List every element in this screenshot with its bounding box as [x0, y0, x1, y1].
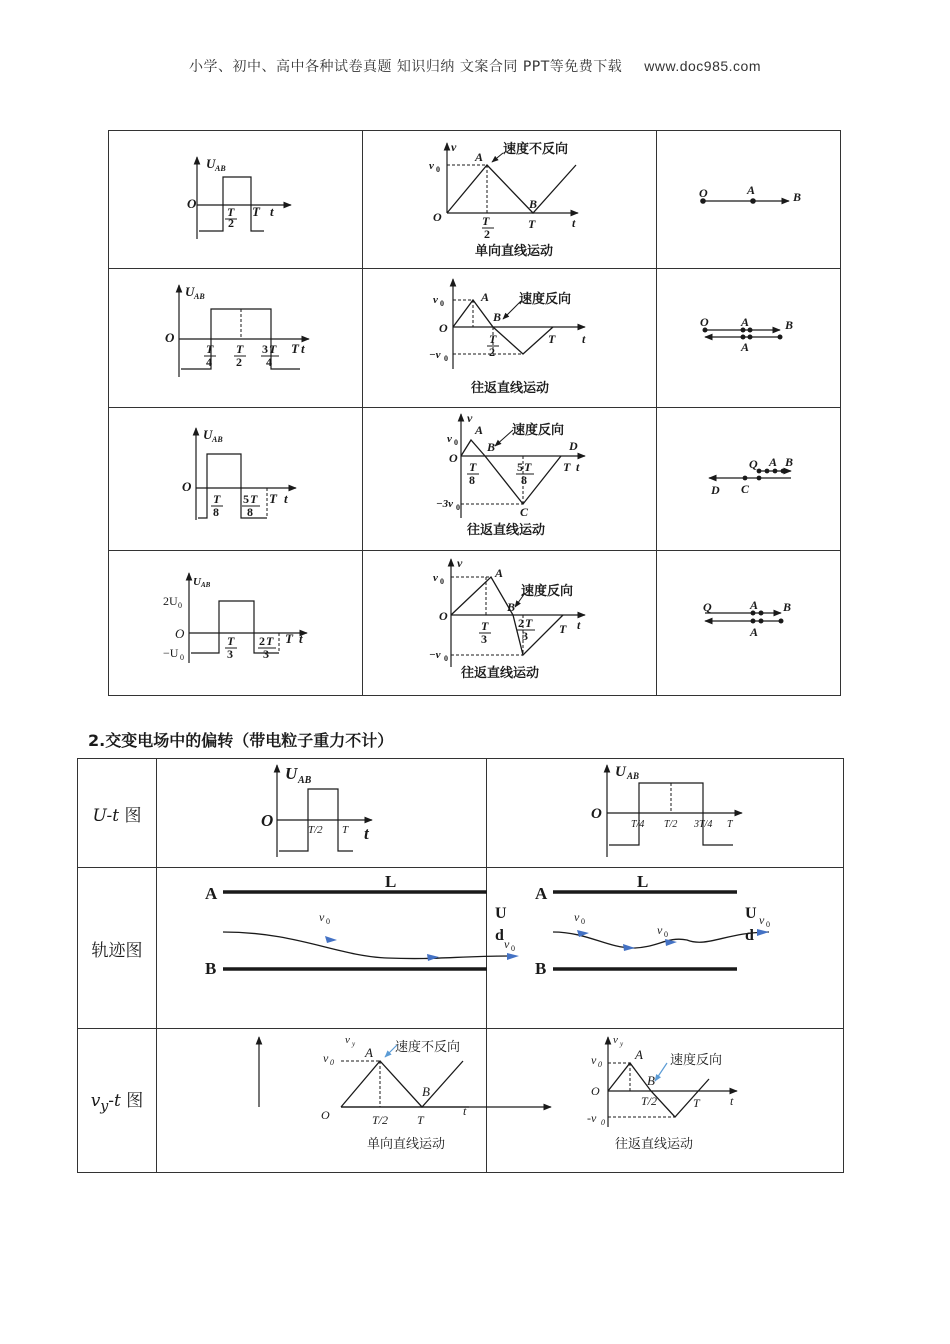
label-u: U-: [92, 805, 113, 826]
v0-exit-sub: 0: [511, 944, 515, 953]
point-a: A: [475, 423, 484, 437]
trajectory-diagram-1: [157, 868, 515, 1028]
tick-label: T/2: [308, 824, 323, 836]
point-q: Q: [703, 600, 712, 614]
v0-label: v: [574, 910, 580, 924]
caption-back-forth: 往返直线运动: [467, 523, 546, 538]
point-b: B: [529, 197, 538, 211]
axis-label-t: t: [299, 631, 303, 646]
ut-graph-2: [109, 269, 362, 407]
origin-label: O: [175, 626, 185, 641]
v0-sub: 0: [436, 165, 440, 174]
v0-label: v: [429, 160, 434, 172]
v0-label: v: [591, 1053, 597, 1067]
tick-label: 3: [481, 632, 487, 646]
point-b: B: [785, 455, 794, 469]
tick-label: T/4: [631, 819, 645, 830]
label-t: t: [114, 1091, 121, 1112]
tick-label: 5: [517, 460, 523, 474]
vyt-graph-1: [157, 1029, 486, 1172]
origin-label: O: [439, 321, 448, 335]
motion-diagram-1: [657, 131, 840, 268]
caption-no-reverse: 速度不反向: [395, 1040, 461, 1055]
tick-label: 3: [522, 629, 528, 643]
page-header: [0, 56, 950, 76]
caption-back-forth: 往返直线运动: [461, 666, 540, 681]
ut-cell-2: [109, 269, 363, 408]
vyt-cell-1: [157, 1029, 487, 1173]
tick-label: 8: [213, 505, 219, 519]
tick-label: 3: [262, 342, 268, 356]
point-b: B: [493, 310, 502, 324]
origin-label: O: [165, 330, 175, 345]
row-label-trajectory: [78, 868, 157, 1029]
vt-graph-3: [363, 408, 656, 550]
point-b: B: [783, 600, 792, 614]
row-label-ut: [78, 759, 157, 868]
label-t: t: [112, 805, 120, 826]
axis-label-v: v: [457, 556, 463, 570]
v0-sub: 0: [330, 1058, 334, 1067]
label-y: y: [100, 1098, 109, 1115]
tick-label: T: [342, 824, 349, 836]
tick-label: T: [528, 217, 536, 231]
axis-label-t: t: [730, 1094, 734, 1108]
origin-label: O: [433, 210, 442, 224]
neg-v0-sub: 0: [444, 654, 448, 663]
tick-label: 8: [521, 473, 527, 487]
tick-label: T: [291, 341, 299, 356]
v0-mid-label: v: [657, 923, 663, 937]
axis-label-t: t: [284, 491, 288, 506]
v0-exit-label: v: [504, 937, 510, 951]
tick-label: T: [548, 332, 556, 346]
tick-label: T: [236, 342, 244, 356]
point-a: A: [741, 340, 750, 354]
motion-diagram-2: [657, 269, 840, 407]
ut-cell-1: [109, 131, 363, 269]
vt-cell-2: [363, 269, 657, 408]
tick-label: T: [206, 342, 214, 356]
axis-label-v: v: [451, 140, 457, 154]
table-deflection: [77, 758, 844, 1173]
v0-label: v: [433, 572, 438, 584]
axis-label-t: t: [364, 824, 369, 843]
axis-label-t: t: [576, 460, 580, 474]
label-trajectory: 轨迹图: [91, 940, 143, 961]
neg-v0-sub: 0: [444, 354, 448, 363]
2u0-label: 2U: [163, 594, 178, 608]
axis-label-u: U: [206, 156, 216, 171]
vyt-graph-2: [487, 1029, 843, 1172]
axis-label-u: U: [185, 284, 195, 299]
tick-label: T: [252, 204, 260, 219]
point-c: C: [741, 482, 750, 496]
point-b: B: [507, 600, 516, 614]
tick-label: T/2: [664, 819, 678, 830]
axis-label-vy: v: [345, 1034, 350, 1046]
header-url[interactable]: www.doc985.com: [644, 58, 761, 74]
table-row: [109, 551, 841, 696]
axis-label-u: U: [193, 576, 201, 588]
caption-one-way: 单向直线运动: [475, 244, 554, 259]
table-row: [78, 1029, 844, 1173]
caption-reverse: 速度反向: [519, 292, 572, 307]
ut-deflect-cell-1: [157, 759, 487, 868]
motion-cell-3: [657, 408, 841, 551]
caption-reverse: 速度反向: [670, 1053, 723, 1068]
plate-b: B: [205, 959, 217, 978]
tick-label: 2: [259, 634, 265, 648]
v0-sub: 0: [440, 577, 444, 586]
axis-label-t: t: [463, 1104, 467, 1118]
tick-label: T: [417, 1113, 424, 1127]
axis-label-ab: AB: [201, 581, 211, 589]
axis-label-v: v: [467, 411, 473, 425]
point-c: C: [520, 505, 529, 519]
table-square-wave-cases: [108, 130, 841, 696]
point-a: A: [365, 1045, 373, 1060]
axis-label-u: U: [203, 427, 213, 442]
axis-label-t: t: [582, 332, 586, 346]
tick-label: 3: [263, 647, 269, 661]
caption-back-forth: 往返直线运动: [615, 1137, 694, 1152]
axis-label-ab: AB: [194, 292, 205, 301]
point-a: A: [750, 625, 759, 639]
table-row: [109, 408, 841, 551]
neg-v0-sub: 0: [601, 1118, 605, 1127]
vt-cell-3: [363, 408, 657, 551]
tick-label: T: [266, 634, 274, 648]
point-a: A: [750, 598, 759, 612]
v0-sub: 0: [326, 917, 330, 926]
origin-label: O: [182, 479, 192, 494]
row-label-vyt: [78, 1029, 157, 1173]
neg-u0-label: −U: [163, 646, 179, 660]
motion-diagram-3: [657, 408, 840, 550]
neg-3v0-sub: 0: [456, 503, 460, 512]
origin-label: O: [591, 1084, 600, 1098]
voltage-u: U: [495, 905, 507, 922]
ut-cell-4: [109, 551, 363, 696]
v0-exit-label: v: [759, 913, 765, 927]
v0-label: v: [447, 433, 452, 445]
tick-label: T: [285, 631, 293, 646]
axis-label-t: t: [577, 618, 581, 632]
neg-v0-label: -v: [587, 1111, 597, 1125]
tick-label: 3: [227, 647, 233, 661]
axis-label-u: U: [615, 764, 626, 780]
tick-label: T: [525, 616, 533, 630]
tick-label: T/2: [641, 1094, 658, 1108]
axis-label-t: t: [572, 216, 576, 230]
header-banner: 小学、初中、高中各种试卷真题 知识归纳 文案合同 PPT等免费下载: [188, 59, 623, 75]
label-fig: 图: [120, 1091, 144, 1112]
origin-label: O: [261, 811, 274, 830]
v0-sub: 0: [598, 1060, 602, 1069]
vt-cell-4: [363, 551, 657, 696]
v0-label: v: [323, 1051, 329, 1065]
label-v: v: [90, 1091, 101, 1112]
point-b: B: [422, 1084, 430, 1099]
caption-reverse: 速度反向: [512, 423, 565, 438]
trajectory-diagram-2: [487, 868, 843, 1028]
tick-label: T: [269, 491, 277, 506]
v0-sub: 0: [454, 438, 458, 447]
table-row: [109, 269, 841, 408]
caption-one-way: 单向直线运动: [367, 1137, 446, 1152]
tick-label: 8: [247, 505, 253, 519]
point-a: A: [747, 183, 756, 197]
point-q: Q: [749, 457, 758, 471]
v0-exit-sub: 0: [766, 920, 770, 929]
label-dash: -: [108, 1091, 115, 1112]
tick-label: T/2: [372, 1113, 389, 1127]
ut-cell-3: [109, 408, 363, 551]
separation-d: d: [745, 927, 754, 944]
label-fig: 图: [119, 805, 142, 826]
ut-deflect-graph-2: [487, 759, 843, 867]
point-b: B: [487, 440, 496, 454]
plate-a: A: [205, 884, 218, 903]
axis-label-ab: AB: [298, 775, 312, 786]
tick-label: 3T/4: [694, 819, 713, 830]
point-a: A: [769, 455, 778, 469]
tick-label: T: [693, 1096, 700, 1110]
v0-label: v: [433, 294, 438, 306]
axis-label-vy: v: [613, 1034, 618, 1046]
separation-d: d: [495, 927, 504, 944]
caption-back-forth: 往返直线运动: [471, 381, 550, 396]
vt-graph-1: [363, 131, 656, 268]
voltage-u: U: [745, 905, 757, 922]
origin-label: O: [439, 609, 448, 623]
caption-no-reverse: 速度不反向: [503, 142, 569, 157]
tick-label: T: [250, 492, 258, 506]
v0-label: v: [319, 910, 325, 924]
table-row: [78, 759, 844, 868]
tick-label: T: [227, 205, 235, 219]
vt-cell-1: [363, 131, 657, 269]
plate-length-l: L: [385, 872, 397, 891]
motion-diagram-4: [657, 551, 840, 695]
neg-v0-label: −v: [429, 649, 441, 661]
ut-graph-1: [109, 131, 362, 268]
point-d: D: [569, 439, 578, 453]
neg-3v0-label: −3v: [436, 498, 454, 510]
point-a: A: [635, 1047, 643, 1062]
2u0-sub: 0: [178, 601, 182, 610]
ut-graph-4: [109, 551, 362, 695]
tick-label: 2: [484, 227, 490, 241]
vyt-cell-2: [487, 1029, 844, 1173]
axis-label-vy-sub: y: [620, 1040, 624, 1048]
neg-v0-label: −v: [429, 349, 441, 361]
axis-label-ab: AB: [627, 771, 640, 781]
point-a: A: [481, 290, 490, 304]
table-row: [78, 868, 844, 1029]
table-row: [109, 131, 841, 269]
origin-label: O: [449, 451, 458, 465]
point-b: B: [785, 318, 794, 332]
caption-reverse: 速度反向: [521, 584, 574, 599]
point-b: B: [793, 190, 802, 204]
v0-mid-sub: 0: [664, 930, 668, 939]
axis-label-vy-sub: y: [352, 1040, 356, 1048]
axis-label-ab: AB: [215, 164, 226, 173]
v0-sub: 0: [581, 917, 585, 926]
axis-label-u: U: [285, 764, 298, 783]
v0-sub: 0: [440, 299, 444, 308]
plate-a: A: [535, 884, 548, 903]
tick-label: T: [213, 492, 221, 506]
trajectory-cell-1: [157, 868, 515, 1029]
plate-b: B: [535, 959, 547, 978]
point-a: A: [495, 566, 504, 580]
tick-label: 5: [243, 492, 249, 506]
tick-label: 4: [266, 355, 272, 369]
axis-label-t: t: [270, 204, 274, 219]
ut-graph-3: [109, 408, 362, 550]
motion-cell-1: [657, 131, 841, 269]
section-title: 2.交变电场中的偏转（带电粒子重力不计）: [88, 731, 394, 750]
vt-graph-2: [363, 269, 656, 407]
tick-label: T: [227, 634, 235, 648]
origin-label: O: [321, 1108, 330, 1122]
origin-label: O: [187, 196, 197, 211]
tick-label: 2: [489, 345, 495, 359]
point-o: O: [700, 315, 709, 329]
tick-label: T: [481, 619, 489, 633]
vt-graph-4: [363, 551, 656, 695]
point-o: O: [699, 186, 708, 200]
axis-label-ab: AB: [212, 435, 223, 444]
tick-label: 2: [236, 355, 242, 369]
point-d: D: [711, 483, 720, 497]
motion-cell-2: [657, 269, 841, 408]
ut-deflect-graph-1: [157, 759, 486, 867]
point-a: A: [475, 150, 484, 164]
point-b: B: [647, 1073, 655, 1088]
point-a: A: [741, 315, 750, 329]
trajectory-cell-2: [487, 868, 844, 1029]
tick-label: T: [727, 819, 733, 830]
tick-label: T: [524, 460, 532, 474]
tick-label: T: [269, 342, 277, 356]
tick-label: T: [482, 214, 490, 228]
motion-cell-4: [657, 551, 841, 696]
tick-label: T: [489, 332, 497, 346]
tick-label: 8: [469, 473, 475, 487]
axis-label-t: t: [301, 341, 305, 356]
plate-length-l: L: [637, 872, 649, 891]
neg-u0-sub: 0: [180, 653, 184, 662]
tick-label: T: [563, 460, 571, 474]
ut-deflect-cell-2: [487, 759, 844, 868]
tick-label: 2: [518, 616, 524, 630]
origin-label: O: [591, 806, 602, 822]
tick-label: 2: [228, 216, 234, 230]
tick-label: T: [559, 622, 567, 636]
tick-label: T: [469, 460, 477, 474]
tick-label: 4: [206, 355, 212, 369]
